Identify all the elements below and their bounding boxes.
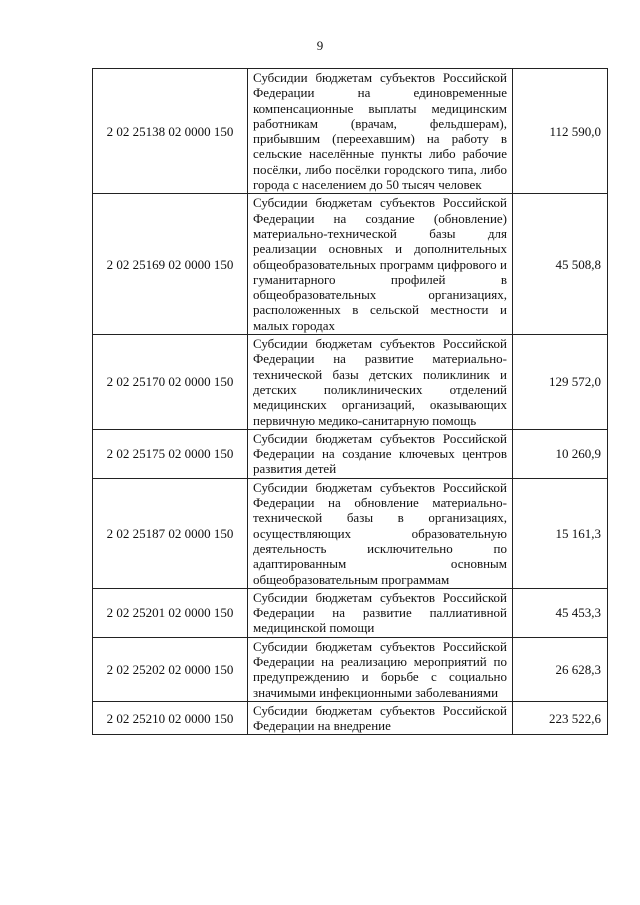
revenue-amount: 45 453,3 (513, 588, 608, 637)
table-row (93, 637, 608, 701)
revenue-amount: 223 522,6 (513, 701, 608, 735)
revenue-amount: 112 590,0 (513, 69, 608, 194)
revenue-amount: 10 260,9 (513, 429, 608, 478)
table-row (93, 478, 608, 588)
table-row (93, 701, 608, 735)
table-row (93, 588, 608, 637)
revenue-description: Субсидии бюджетам субъектов Российской Федерации на создание (обновление) материально-технической базы для реализации основных и дополнительных общеобразовательных программ цифрового и гуманитарного профилей в общеобразовательных организациях, расположенных в сельской местности и малых городах (248, 194, 513, 335)
table-body (93, 69, 608, 735)
table-row (93, 429, 608, 478)
revenue-code: 2 02 25138 02 0000 150 (93, 69, 248, 194)
revenue-amount: 15 161,3 (513, 478, 608, 588)
revenue-description: Субсидии бюджетам субъектов Российской Федерации на развитие материально-технической базы детских поликлиник и детских поликлинических отделений медицинских организаций, оказывающих первичную медико-санитарную помощь (248, 335, 513, 430)
revenue-code: 2 02 25170 02 0000 150 (93, 335, 248, 430)
revenue-description: Субсидии бюджетам субъектов Российской Федерации на развитие паллиативной медицинской помощи (248, 588, 513, 637)
revenue-code: 2 02 25210 02 0000 150 (93, 701, 248, 735)
revenue-description: Субсидии бюджетам субъектов Российской Федерации на обновление материально-технической базы в организациях, осуществляющих образовательную деятельность исключительно по адаптированным основным общеобразовательным программам (248, 478, 513, 588)
revenue-code: 2 02 25202 02 0000 150 (93, 637, 248, 701)
revenue-amount: 45 508,8 (513, 194, 608, 335)
table-row (93, 194, 608, 335)
revenue-amount: 129 572,0 (513, 335, 608, 430)
revenue-amount: 26 628,3 (513, 637, 608, 701)
table-row (93, 69, 608, 194)
revenue-description: Субсидии бюджетам субъектов Российской Федерации на внедрение (248, 701, 513, 735)
page-number: 9 (316, 38, 324, 53)
revenue-description: Субсидии бюджетам субъектов Российской Федерации на создание ключевых центров развития детей (248, 429, 513, 478)
budget-table (92, 68, 608, 735)
table-row (93, 335, 608, 430)
revenue-code: 2 02 25175 02 0000 150 (93, 429, 248, 478)
revenue-code: 2 02 25187 02 0000 150 (93, 478, 248, 588)
revenue-description: Субсидии бюджетам субъектов Российской Федерации на реализацию мероприятий по предупреждению и борьбе с социально значимыми инфекционными заболеваниями (248, 637, 513, 701)
revenue-code: 2 02 25201 02 0000 150 (93, 588, 248, 637)
revenue-code: 2 02 25169 02 0000 150 (93, 194, 248, 335)
revenue-description: Субсидии бюджетам субъектов Российской Федерации на единовременные компенсационные выплаты медицинским работникам (врачам, фельдшерам), прибывшим (переехавшим) на работу в сельские населённые пункты либо рабочие посёлки, либо посёлки городского типа, либо города с населением до 50 тысяч человек (248, 69, 513, 194)
